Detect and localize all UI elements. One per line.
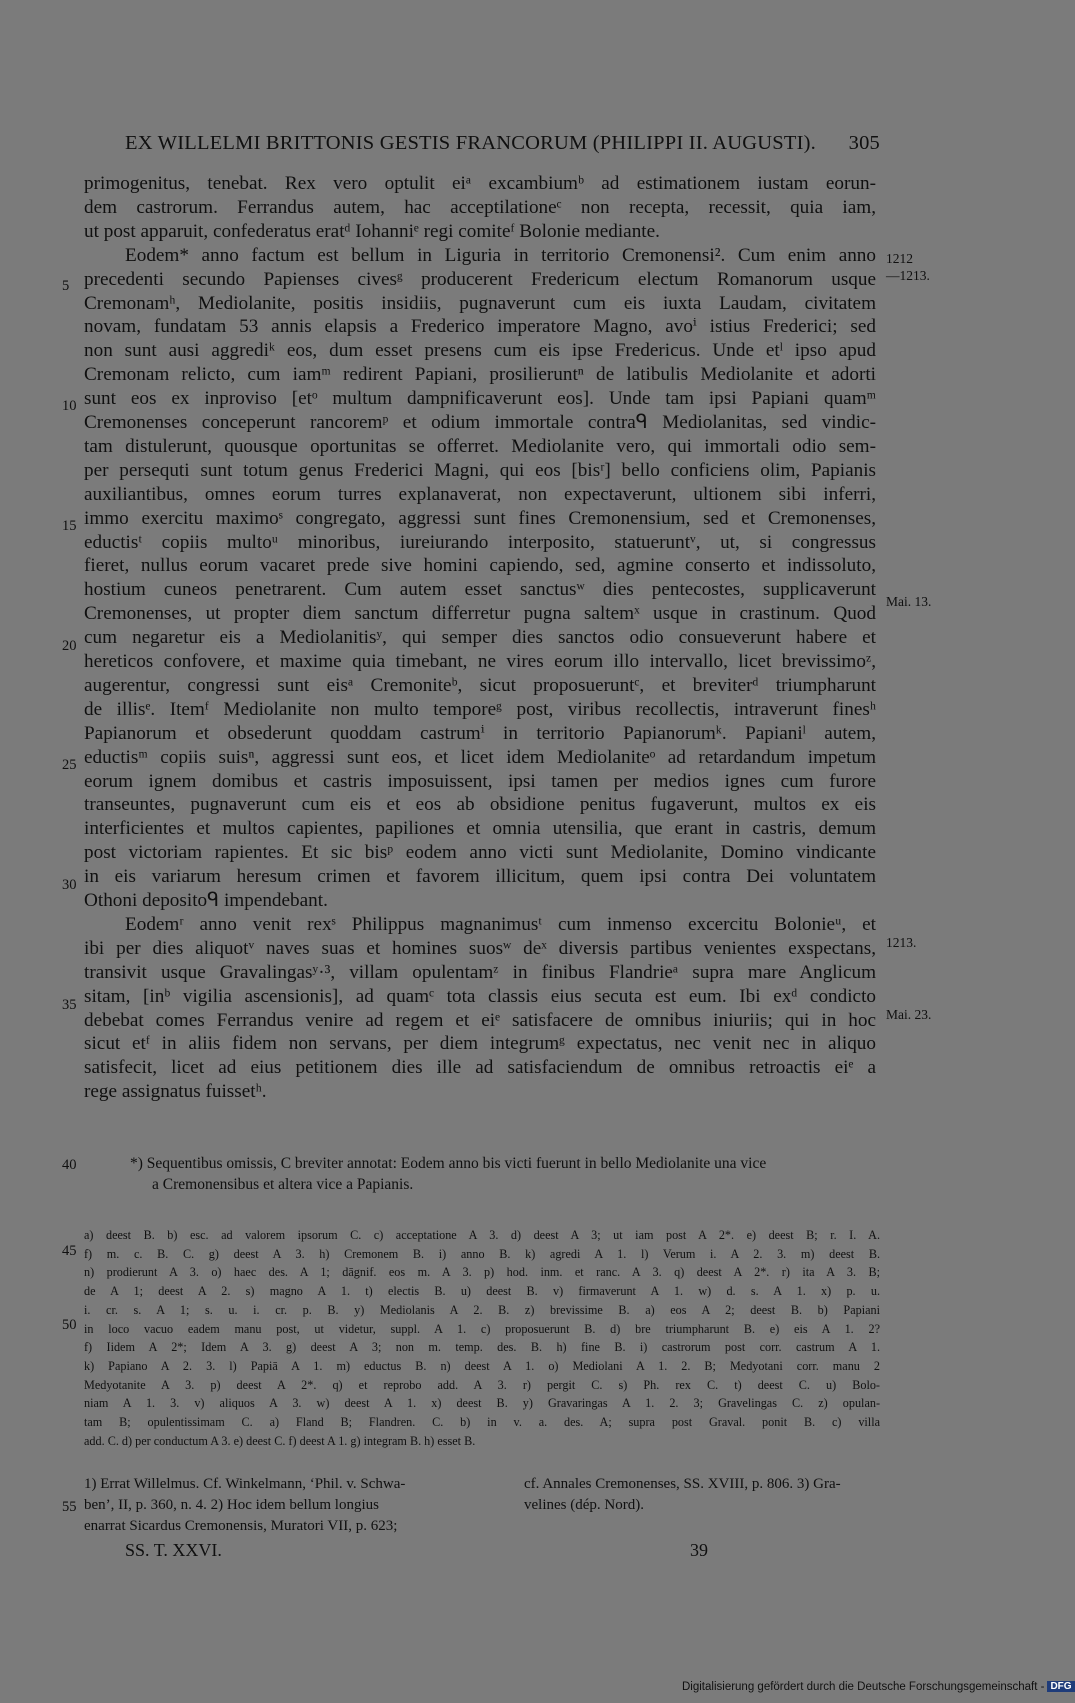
- reference-line: ben’, II, p. 360, n. 4. 2) Hoc idem bellum longius: [84, 1497, 379, 1513]
- text-line: ibi per dies aliquotᵛ naves suas et homines suosʷ deˣ diversis partibus venientes exspectans,: [84, 937, 876, 959]
- text-line: sicut etᶠ in aliis fidem non servans, per diem integrumᵍ expectatus, nec venit nec in aliquo: [84, 1033, 876, 1055]
- text-line: eductisᵗ copiis multoᵘ minoribus, iureiurando interposito, statueruntᵛ, ut, si congressus: [84, 531, 876, 553]
- line-number: 40: [62, 1157, 77, 1173]
- variant-line: i. cr. s. A 1; s. u. i. cr. p. B. y) Mediolanis A 2. B. z) brevissime B. a) eos A 2; deest B. b) Papiani: [84, 1302, 880, 1317]
- text-line: rege assignatus fuissetʰ.: [84, 1081, 267, 1103]
- text-line: immo exercitu maximoˢ congregato, aggressi sunt fines Cremonensium, sed et Cremonenses,: [84, 507, 876, 529]
- text-line: debebat comes Ferrandus venire ad regem et eiᵉ satisfacere de omnibus iniuriis; qui in hoc: [84, 1009, 876, 1031]
- star-footnote-line: *) Sequentibus omissis, C breviter annotat: Eodem anno bis victi fuerunt in bello Mediolanite una vice: [130, 1155, 767, 1172]
- text-line: Othoni depositoᑫ impendebant.: [84, 890, 328, 911]
- digitization-credit: [682, 1681, 1075, 1693]
- credit-text: Digitalisierung gefördert durch die Deutsche Forschungsgemeinschaft -: [682, 1681, 1045, 1693]
- line-number: 25: [62, 757, 77, 773]
- text-line: per persequti sunt totum genus Frederici Magni, qui eos [bisʳ] bello conficiens olim, Papianis: [84, 459, 876, 481]
- variant-line: tam B; opulentissimam C. a) Fland B; Flandren. C. b) in v. a. des. A; supra post Graval. ponit B. c) villa: [84, 1415, 880, 1429]
- variant-line: add. C. d) per conductum A 3. e) deest C. f) deest A 1. g) integram B. h) esset B.: [84, 1433, 476, 1448]
- text-line: transivit usque Gravalingasʸ·³, villam opulentamᶻ in finibus Flandrieᵃ supra mare Anglicum: [84, 961, 876, 983]
- reference-line: 1) Errat Willelmus. Cf. Winkelmann, ‘Phil. v. Schwa-: [84, 1476, 406, 1492]
- text-line: Eodemʳ anno venit rexˢ Philippus magnanimusᵗ cum inmenso excercitu Bolonieᵘ, et: [125, 913, 876, 935]
- text-line: sitam, [inᵇ vigilia ascensionis], ad quamᶜ tota classis eius secuta est eum. Ibi exᵈ condicto: [84, 985, 876, 1007]
- margin-date: Mai. 23.: [886, 1007, 932, 1022]
- text-line: hostium cuneos penetrarent. Cum autem esset sanctusʷ dies pentecostes, supplicaverunt: [84, 579, 876, 601]
- text-line: Cremonenses, ut propter diem sanctum differretur pugna saltemˣ usque in crastinum. Quod: [84, 603, 876, 625]
- margin-date: Mai. 13.: [886, 594, 932, 609]
- text-line: auxiliantibus, omnes eorum turres explanaverat, non expectaverunt, ultionem sibi inferri,: [84, 483, 876, 505]
- variant-line: Medyotanite A 3. p) deest A 2*. q) et reprobo add. A 3. r) pergit C. s) Ph. rex C. t) deest C. u) Bolo-: [84, 1377, 880, 1392]
- text-line: Eodem* anno factum est bellum in Liguria in territorio Cremonensi². Cum enim anno: [125, 244, 876, 266]
- line-number: 50: [62, 1317, 77, 1333]
- text-line: Papianorum et obsederunt quoddam castrumⁱ in territorio Papianorumᵏ. Papianiˡ autem,: [84, 722, 876, 744]
- text-line: primogenitus, tenebat. Rex vero optulit eiᵃ excambiumᵇ ad estimationem iustam eorun-: [84, 173, 876, 194]
- text-line: ut post apparuit, confederatus eratᵈ Iohanniᵉ regi comiteᶠ Bolonie mediante.: [84, 220, 660, 242]
- text-line: augerentur, congressi sunt eisᵃ Cremoniteᵇ, sicut proposueruntᶜ, et breviterᵈ triumpharunt: [84, 674, 876, 696]
- line-number: 20: [62, 638, 77, 654]
- text-line: fieret, nullus eorum vacaret prede sive homini capiendo, sed, agmine conserto et indissoluto,: [84, 555, 876, 577]
- text-line: precedenti secundo Papienses civesᵍ producerent Fredericum electum Romanorum usque: [84, 268, 876, 290]
- text-line: non sunt ausi aggrediᵏ eos, dum esset presens cum eis ipse Fredericus. Unde etˡ ipso apud: [84, 340, 876, 362]
- variant-line: f) m. c. B. C. g) deest A 3. h) Cremonem B. i) anno B. k) agredi A 1. l) Verum i. A 2. 3. m) deest B.: [84, 1246, 880, 1261]
- text-line: tam distulerunt, quousque oportunitas se offerret. Mediolanite vero, qui immortali odio sem-: [84, 435, 876, 457]
- sheet-number: 39: [690, 1540, 708, 1560]
- volume-signature: SS. T. XXVI.: [125, 1540, 222, 1560]
- dfg-logo-icon: DFG: [1047, 1681, 1074, 1692]
- margin-date: 1212: [886, 251, 913, 266]
- text-line: eductisᵐ copiis suisⁿ, aggressi sunt eos, et licet idem Mediolaniteᵒ ad retardandum impetum: [84, 746, 876, 768]
- line-number: 55: [62, 1499, 77, 1515]
- text-line: sunt eos ex inproviso [etᵒ multum dampnificaverunt eos]. Unde tam ipsi Papiani quamᵐ: [84, 388, 876, 410]
- reference-line: enarrat Sicardus Cremonensis, Muratori VII, p. 623;: [84, 1518, 398, 1534]
- text-line: de illisᵉ. Itemᶠ Mediolanite non multo temporeᵍ post, viribus recollectis, intraverunt finesʰ: [84, 698, 876, 720]
- line-number: 10: [62, 398, 77, 414]
- variant-line: n) prodierunt A 3. o) haec des. A 1; dāgnif. eos m. A 3. p) hod. inm. et ranc. A 3. q) deest A 2*. r) ita A 3. B;: [84, 1265, 880, 1280]
- line-number: 45: [62, 1243, 77, 1259]
- text-line: eorum ignem domibus et castris imposuissent, ipsi tamen per medios ignes cum furore: [84, 770, 876, 792]
- running-header: [125, 132, 880, 155]
- variant-line: f) Iidem A 2*; Idem A 3. g) deest A 3; non m. temp. des. B. h) fine B. i) castrorum post corr. castrum A 1.: [84, 1340, 880, 1355]
- text-line: novam, fundatam 53 annis elapsis a Frederico imperatore Magno, avoⁱ istius Frederici; sed: [84, 316, 876, 338]
- variant-line: in loco vacuo eadem manu post, ut videtur, suppl. A 1. c) proposuerunt B. d) bre triumpharunt B. e) eis A 1. 2?: [84, 1321, 880, 1336]
- line-number: 30: [62, 877, 77, 893]
- line-number: 5: [62, 278, 70, 294]
- line-number: 35: [62, 997, 77, 1013]
- reference-line: velines (dép. Nord).: [524, 1497, 644, 1513]
- text-line: post victoriam rapientes. Et sic bisᵖ eodem anno victi sunt Mediolanite, Domino vindicante: [84, 842, 876, 864]
- variant-line: de A 1; deest A 2. s) magno A 1. t) electis B. u) deest B. v) firmaverunt A 1. w) d. s. A 1. x) p. u.: [84, 1284, 880, 1299]
- page-number: 305: [848, 132, 880, 154]
- variant-line: k) Papiano A 2. 3. l) Papiā A 1. m) eductus B. n) deest A 1. o) Mediolani A 1. 2. B; Medyotani corr. manu 2: [84, 1358, 880, 1373]
- variant-line: niam A 1. 3. v) aliquos A 3. w) deest A 1. x) deest B. y) Gravaringas A 1. 2. 3; Gravelingas C. z) opulan-: [84, 1396, 880, 1411]
- line-number: 15: [62, 518, 77, 534]
- text-line: satisfecit, licet ad eius petitionem dies ille ad satisfaciendum de omnibus retroactis eiᵉ a: [84, 1057, 876, 1079]
- reference-line: cf. Annales Cremonenses, SS. XVIII, p. 806. 3) Gra-: [524, 1476, 841, 1492]
- text-line: transeuntes, pugnaverunt cum eis et eos ab obsidione penitus fugaverunt, multos ex eis: [84, 794, 876, 816]
- text-line: in eis variarum heresum crimen et favorem illicitum, quem ipsi contra Dei voluntatem: [84, 866, 876, 888]
- text-line: interficientes et multos capientes, papiliones et omnia utensilia, que erant in castris, demum: [84, 818, 876, 840]
- text-line: Cremonamʰ, Mediolanite, positis insidiis, pugnaverunt cum eis iuxta Laudam, civitatem: [84, 292, 876, 314]
- variant-line: a) deest B. b) esc. ad valorem ipsorum C. c) acceptatione A 3. d) deest A 3; ut iam post A 2*. e) deest B; r. I. A.: [84, 1228, 880, 1242]
- text-line: Cremonam relicto, cum iamᵐ redirent Papiani, prosilieruntⁿ de latibulis Mediolanite et adorti: [84, 364, 876, 386]
- text-line: dem castrorum. Ferrandus autem, hac acceptilationeᶜ non recepta, recessit, quia iam,: [84, 196, 876, 218]
- text-line: Cremonenses conceperunt rancoremᵖ et odium immortale contraᑫ Mediolanitas, sed vindic-: [84, 412, 876, 433]
- margin-date: —1213.: [886, 268, 930, 283]
- star-footnote-line: a Cremonensibus et altera vice a Papianis.: [152, 1176, 414, 1193]
- text-line: cum negaretur eis a Mediolanitisʸ, qui semper dies sanctos odio consueverunt habere et: [84, 627, 876, 649]
- running-title: EX WILLELMI BRITTONIS GESTIS FRANCORUM (PHILIPPI II. AUGUSTI).: [125, 132, 816, 154]
- margin-date: 1213.: [886, 935, 917, 950]
- text-line: hereticos confovere, et maxime quia timebant, ne vires eorum illo intervallo, licet brevissimoᶻ,: [84, 651, 876, 672]
